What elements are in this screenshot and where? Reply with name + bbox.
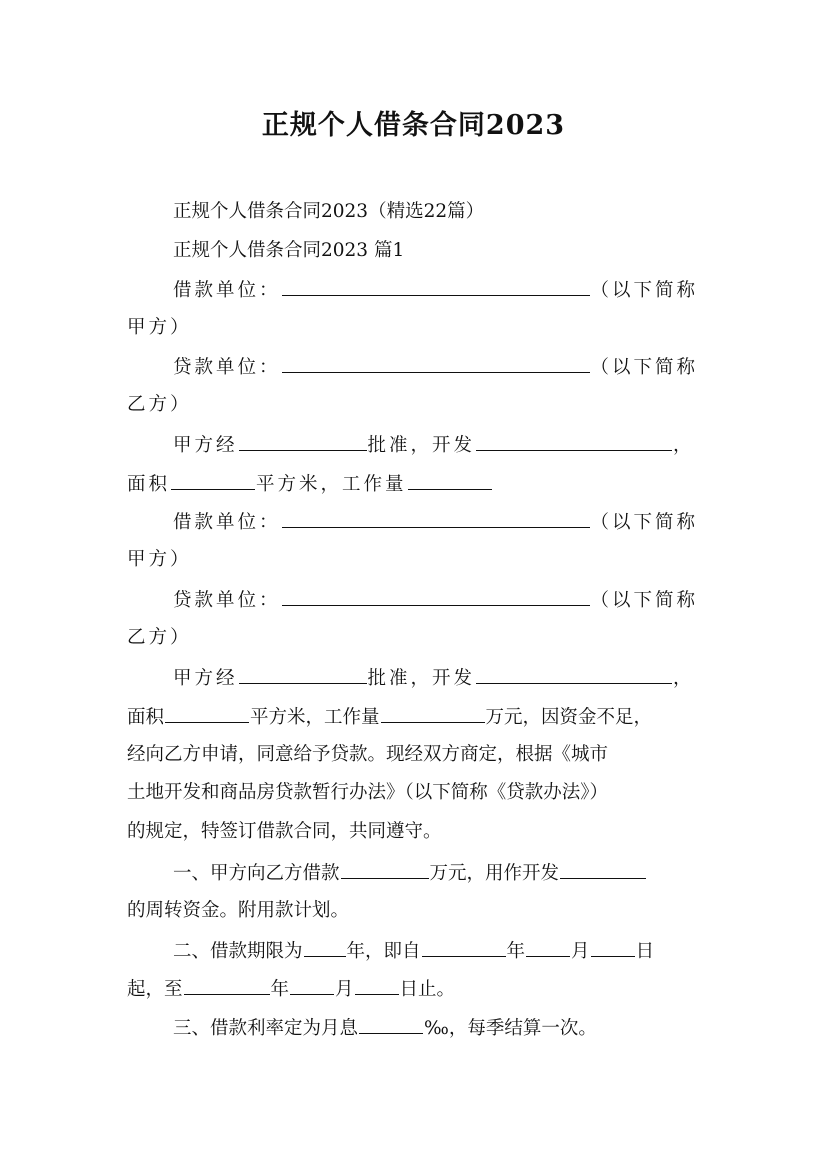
area-line-2 (127, 700, 705, 732)
blank-field (171, 467, 255, 490)
item-1-continued: 的周转资金。附用款计划。 (127, 900, 350, 921)
text: 年 (506, 941, 526, 962)
borrower-label: 借款单位： (173, 512, 281, 533)
text: 月 (571, 941, 590, 962)
party-b-label: 乙方） (127, 394, 192, 415)
text: ， (673, 435, 695, 456)
text: 万元，因资金不足， (485, 707, 653, 728)
approval-line-2 (173, 661, 705, 693)
party-b-label: 乙方） (127, 627, 192, 648)
paragraph-line: 土地开发和商品房贷款暂行办法》（以下简称《贷款办法》） (127, 782, 609, 803)
abbr-label: （以下简称 (590, 357, 699, 378)
blank-field (408, 467, 492, 490)
blank-field (526, 934, 570, 957)
blank-field (165, 700, 249, 723)
text: 万元，用作开发 (429, 863, 560, 884)
text: 日 (635, 941, 655, 962)
lender-label: 贷款单位： (173, 590, 281, 611)
abbr-label: （以下简称 (590, 590, 699, 611)
party-a-label: 甲方） (127, 317, 192, 338)
blank-field (355, 972, 399, 995)
item-2-line (173, 934, 705, 966)
blank-field (304, 934, 346, 957)
text: 平方米，工作量 (256, 474, 407, 495)
approval-line-1 (173, 428, 705, 460)
blank-field (359, 1011, 423, 1034)
borrower-line-1 (173, 273, 705, 305)
abbr-label: （以下简称 (590, 280, 699, 301)
paragraph-line: 的规定，特签订借款合同，共同遵守。 (127, 821, 442, 842)
text: 月 (335, 979, 354, 1000)
text: 平方米，工作量 (250, 707, 380, 728)
lender-label: 贷款单位： (173, 357, 281, 378)
text: 日止。 (399, 979, 456, 1000)
chapter-heading: 正规个人借条合同2023 篇1 (173, 240, 405, 261)
abbr-label: （以下简称 (590, 512, 699, 533)
text: 年，即自 (346, 941, 421, 962)
subtitle: 正规个人借条合同2023（精选22篇） (173, 201, 485, 222)
blank-field (422, 934, 506, 957)
text: 三、借款利率定为月息 (173, 1018, 359, 1039)
blank-field (560, 856, 646, 879)
blank-field (239, 428, 367, 451)
blank-field (184, 972, 270, 995)
lender-line-1 (173, 350, 705, 382)
text: 批准，开发 (367, 435, 476, 456)
borrower-label: 借款单位： (173, 280, 281, 301)
blank-field (476, 428, 672, 451)
text: ‰，每季结算一次。 (424, 1018, 597, 1039)
text: ， (673, 668, 695, 689)
paragraph-line: 经向乙方申请，同意给予贷款。现经双方商定，根据《城市 (127, 744, 609, 765)
text: 甲方经 (173, 435, 238, 456)
blank-field (282, 350, 590, 373)
blank-field (591, 934, 635, 957)
blank-field (381, 700, 485, 723)
borrower-line-2 (173, 505, 705, 537)
area-line-1 (127, 467, 705, 499)
blank-field (341, 856, 429, 879)
text: 甲方经 (173, 668, 238, 689)
blank-field (239, 661, 367, 684)
text: 二、借款期限为 (173, 941, 303, 962)
blank-field (476, 661, 672, 684)
blank-field (282, 583, 590, 606)
text: 起，至 (127, 979, 183, 1000)
text: 批准，开发 (367, 668, 476, 689)
text: 面积 (127, 707, 165, 728)
party-a-label: 甲方） (127, 549, 192, 570)
item-3-line (173, 1011, 705, 1043)
item-1-line (173, 856, 705, 888)
blank-field (282, 505, 590, 528)
blank-field (282, 273, 590, 296)
lender-line-2 (173, 583, 705, 615)
text: 面积 (127, 474, 171, 495)
text: 年 (270, 979, 290, 1000)
document-title: 正规个人借条合同2023 (261, 110, 566, 141)
blank-field (290, 972, 334, 995)
item-2-continued (127, 972, 705, 1004)
text: 一、甲方向乙方借款 (173, 863, 340, 884)
